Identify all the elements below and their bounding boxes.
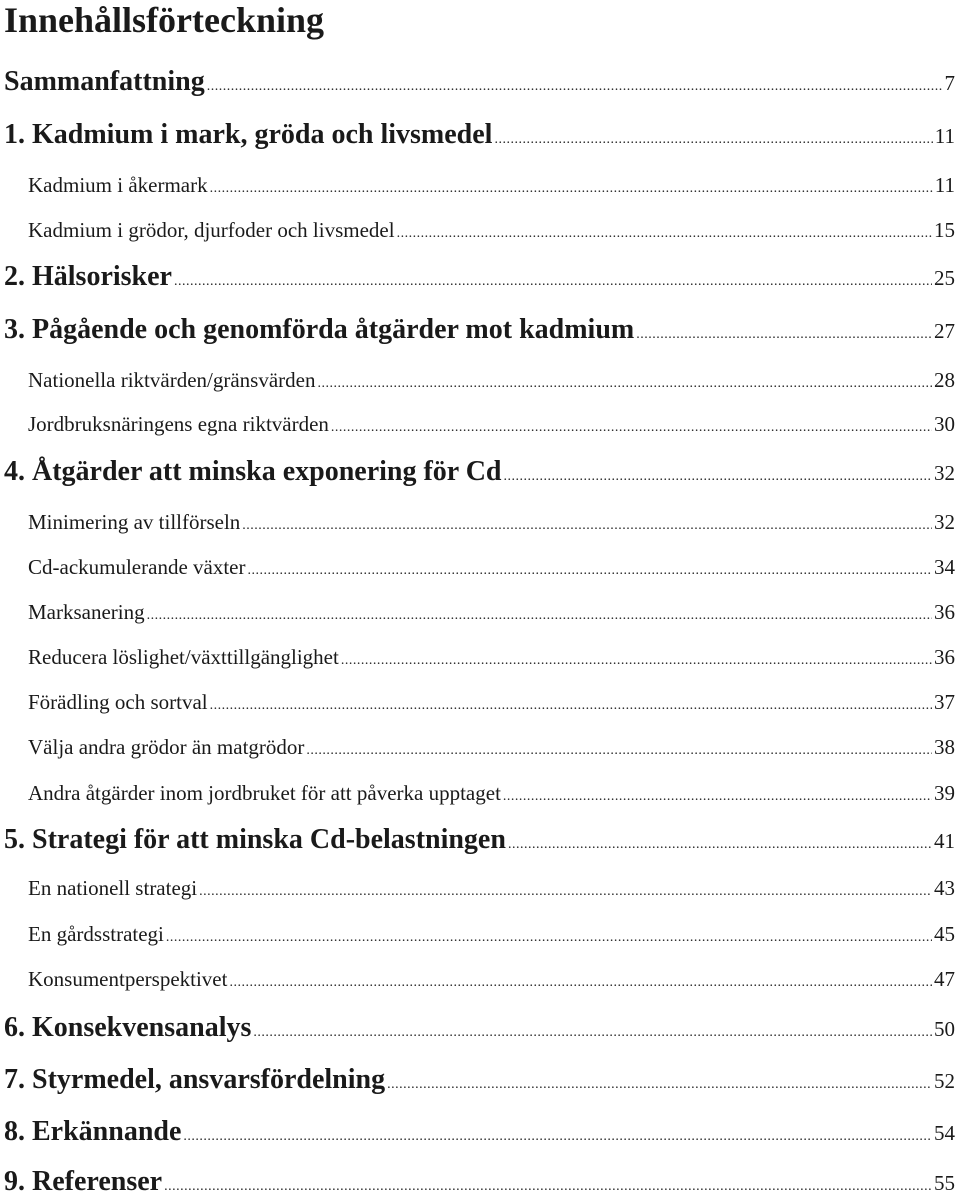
- toc-entry-label: En gårdsstrategi: [28, 922, 164, 946]
- toc-entry[interactable]: [4, 1165, 955, 1204]
- toc-entry-label: Kadmium i åkermark: [28, 173, 208, 197]
- toc-entry-page: 34: [934, 555, 955, 579]
- toc-entry-label: 7. Styrmedel, ansvarsfördelning: [4, 1064, 386, 1095]
- toc-entry-page: 45: [934, 922, 955, 946]
- dot-leader: [341, 647, 932, 675]
- toc-entry-page: 32: [934, 510, 955, 534]
- toc-entry-label: 5. Strategi för att minska Cd-belastningen: [4, 824, 506, 855]
- toc-entry[interactable]: [28, 779, 955, 811]
- dot-leader: [166, 924, 932, 952]
- dot-leader: [306, 737, 932, 765]
- toc-entry[interactable]: [4, 1011, 955, 1050]
- toc-entry[interactable]: [28, 920, 955, 952]
- toc-entry-page: 15: [934, 218, 955, 242]
- page-title: Innehållsförteckning: [4, 0, 325, 40]
- toc-entry-page: 43: [934, 876, 955, 900]
- toc-entry[interactable]: [28, 171, 955, 203]
- dot-leader: [207, 70, 943, 104]
- toc-entry-page: 41: [934, 829, 955, 853]
- toc-entry-label: Konsumentperspektivet: [28, 967, 228, 991]
- toc-entry-label: Reducera löslighet/växttillgänglighet: [28, 645, 339, 669]
- toc-entry[interactable]: [28, 366, 955, 398]
- toc-entry-page: 11: [934, 124, 955, 148]
- toc-entry-label: Förädling och sortval: [28, 690, 208, 714]
- toc-entry[interactable]: [28, 643, 955, 675]
- toc-entry[interactable]: [4, 1063, 955, 1102]
- dot-leader: [199, 878, 932, 906]
- toc-entry-label: En nationell strategi: [28, 876, 198, 900]
- dot-leader: [636, 318, 932, 352]
- dot-leader: [229, 969, 932, 997]
- toc-entry[interactable]: [4, 1115, 955, 1154]
- toc-entry-label: 6. Konsekvensanalys: [4, 1012, 252, 1043]
- dot-leader: [164, 1170, 932, 1204]
- toc-entry-page: 30: [934, 412, 955, 436]
- toc-entry-page: 55: [934, 1171, 955, 1195]
- toc-entry-page: 50: [934, 1017, 955, 1041]
- toc-entry[interactable]: [4, 313, 955, 352]
- dot-leader: [242, 512, 932, 540]
- dot-leader: [504, 460, 932, 494]
- toc-entry-label: 2. Hälsorisker: [4, 261, 172, 292]
- toc-entry-page: 11: [934, 173, 955, 197]
- toc-entry[interactable]: [4, 455, 955, 494]
- toc-entry-page: 47: [934, 967, 955, 991]
- dot-leader: [494, 123, 932, 157]
- toc-entry[interactable]: [4, 260, 955, 299]
- toc-entry-page: 28: [934, 368, 955, 392]
- toc-entry-label: Sammanfattning: [4, 66, 205, 97]
- dot-leader: [183, 1120, 932, 1154]
- toc-entry-label: Marksanering: [28, 600, 145, 624]
- toc-entry-label: 3. Pågående och genomförda åtgärder mot kadmium: [4, 314, 635, 345]
- toc-entry[interactable]: [4, 823, 955, 862]
- toc-entry-label: Kadmium i grödor, djurfoder och livsmedel: [28, 218, 395, 242]
- dot-leader: [503, 783, 932, 811]
- dot-leader: [174, 265, 932, 299]
- dot-leader: [210, 175, 933, 203]
- toc-entry[interactable]: [28, 553, 955, 585]
- toc-entry-page: 32: [934, 461, 955, 485]
- dot-leader: [317, 370, 932, 398]
- toc-entry-page: 54: [934, 1121, 955, 1145]
- dot-leader: [210, 692, 932, 720]
- toc-entry[interactable]: [28, 733, 955, 765]
- toc-entry[interactable]: [28, 410, 955, 442]
- dot-leader: [147, 602, 932, 630]
- toc-entry-page: 36: [934, 645, 955, 669]
- toc-entry[interactable]: [28, 874, 955, 906]
- dot-leader: [387, 1068, 932, 1102]
- toc-entry[interactable]: [28, 508, 955, 540]
- toc-entry-label: 4. Åtgärder att minska exponering för Cd: [4, 456, 502, 487]
- toc-entry-page: 37: [934, 690, 955, 714]
- toc-entry-page: 7: [944, 71, 955, 95]
- toc-entry-page: 52: [934, 1069, 955, 1093]
- toc-entry-label: 1. Kadmium i mark, gröda och livsmedel: [4, 119, 493, 150]
- dot-leader: [331, 414, 932, 442]
- toc-entry-label: Minimering av tillförseln: [28, 510, 241, 534]
- toc-entry-label: Cd-ackumulerande växter: [28, 555, 246, 579]
- toc-entry-page: 27: [934, 319, 955, 343]
- dot-leader: [508, 828, 932, 862]
- dot-leader: [248, 557, 933, 585]
- toc-entry-label: Nationella riktvärden/gränsvärden: [28, 368, 316, 392]
- toc-entry[interactable]: [28, 965, 955, 997]
- dot-leader: [397, 220, 932, 248]
- toc-entry-page: 38: [934, 735, 955, 759]
- toc-entry-label: Andra åtgärder inom jordbruket för att påverka upptaget: [28, 781, 501, 805]
- dot-leader: [253, 1016, 932, 1050]
- toc-entry-label: 8. Erkännande: [4, 1116, 182, 1147]
- toc-entry-label: 9. Referenser: [4, 1166, 163, 1197]
- toc-entry[interactable]: [28, 216, 955, 248]
- toc-entry-page: 36: [934, 600, 955, 624]
- toc-entry[interactable]: [28, 688, 955, 720]
- toc-entry-page: 39: [934, 781, 955, 805]
- toc-entry-label: Välja andra grödor än matgrödor: [28, 735, 305, 759]
- toc-entry[interactable]: [28, 598, 955, 630]
- toc-entry[interactable]: [4, 118, 955, 157]
- toc-entry-page: 25: [934, 266, 955, 290]
- toc-entry[interactable]: [4, 65, 955, 104]
- toc-entry-label: Jordbruksnäringens egna riktvärden: [28, 412, 329, 436]
